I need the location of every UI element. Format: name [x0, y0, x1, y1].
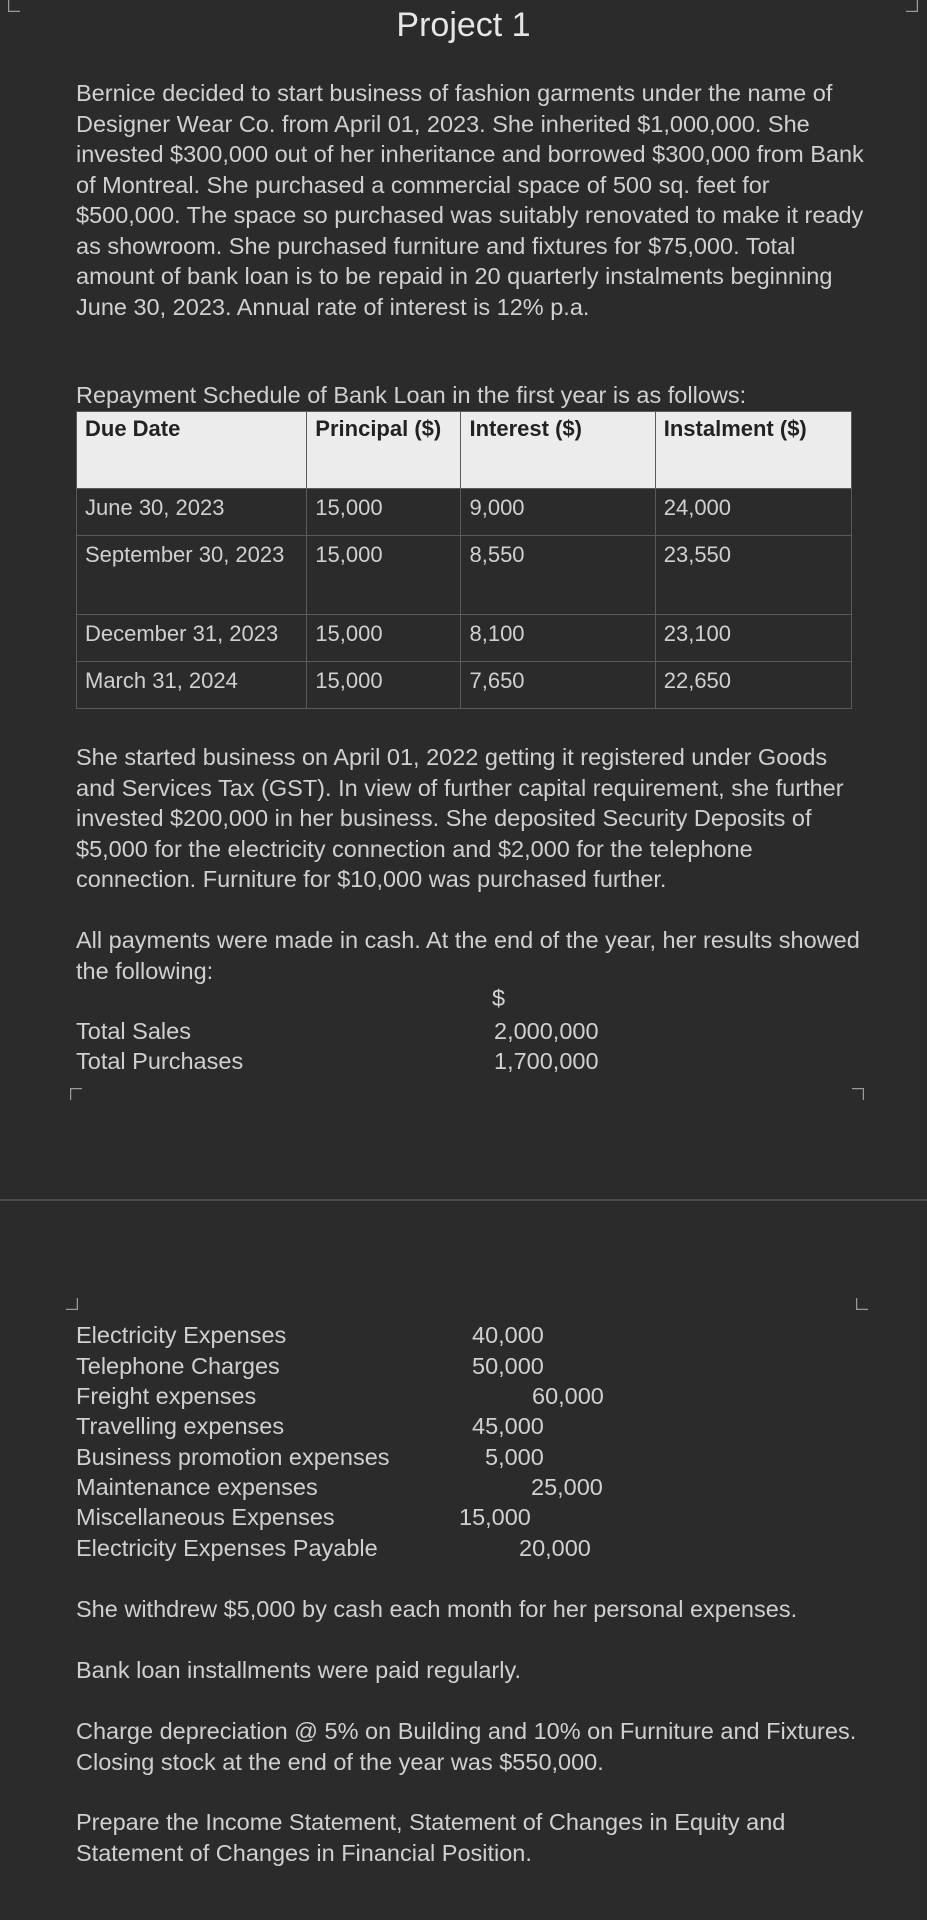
- result-label: Maintenance expenses: [76, 1474, 318, 1500]
- result-label: Total Sales: [76, 1018, 191, 1044]
- cell-due-date: December 31, 2023: [77, 615, 307, 662]
- page-corner-mark-icon: [852, 1088, 864, 1100]
- page-corner-mark-icon: [906, 0, 918, 12]
- task-paragraph: Prepare the Income Statement, Statement of Changes in Equity and Statement of Changes in Financial Position.: [76, 1809, 786, 1866]
- cell-interest: 7,650: [461, 662, 655, 709]
- page-corner-mark-icon: [66, 1298, 78, 1310]
- cell-instalment: 23,550: [655, 536, 851, 615]
- result-label: Freight expenses: [76, 1383, 257, 1409]
- result-label: Electricity Expenses: [76, 1322, 287, 1348]
- cell-interest: 9,000: [461, 489, 655, 536]
- result-value: 25,000: [531, 1474, 603, 1500]
- result-value: 40,000: [472, 1322, 544, 1348]
- result-value: 60,000: [532, 1383, 604, 1409]
- result-value: 2,000,000: [494, 1018, 599, 1044]
- page-corner-mark-icon: [70, 1088, 82, 1100]
- intro-paragraph: Bernice decided to start business of fashion garments under the name of Designer Wear Co. from April 01, 2023. She inherited $1,000,000. She invested $300,000 out of her inheritance and borrowed $300,000 from Bank of Montreal. She purchased a commercial space of 500 sq. feet for $500,000. The space so purchased was suitably renovated to make it ready as showroom. She purchased furniture and fixtures for $75,000. Total amount of bank loan is to be repaid in 20 quarterly instalments beginning June 30, 2023. Annual rate of interest is 12% p.a.: [76, 80, 864, 320]
- header-principal: Principal ($): [307, 412, 461, 489]
- schedule-caption: Repayment Schedule of Bank Loan in the first year is as follows:: [76, 382, 747, 408]
- result-value: 15,000: [459, 1504, 531, 1530]
- result-label: Electricity Expenses Payable: [76, 1535, 378, 1561]
- results-intro-paragraph: All payments were made in cash. At the end of the year, her results showed the following:: [76, 927, 860, 984]
- page-title: Project 1: [396, 6, 531, 44]
- result-value: 1,700,000: [494, 1048, 599, 1074]
- cell-interest: 8,100: [461, 615, 655, 662]
- header-instalment: Instalment ($): [655, 412, 851, 489]
- table-row: [77, 489, 852, 536]
- table-row: [77, 536, 852, 615]
- result-label: Business promotion expenses: [76, 1444, 390, 1470]
- currency-header: $: [492, 985, 506, 1011]
- header-due-date: Due Date: [77, 412, 307, 489]
- cell-interest: 8,550: [461, 536, 655, 615]
- cell-principal: 15,000: [307, 615, 461, 662]
- cell-due-date: June 30, 2023: [77, 489, 307, 536]
- cell-due-date: March 31, 2024: [77, 662, 307, 709]
- page-corner-mark-icon: [8, 0, 20, 12]
- table-row: [77, 615, 852, 662]
- result-label: Travelling expenses: [76, 1413, 285, 1439]
- cell-instalment: 23,100: [655, 615, 851, 662]
- repayment-schedule-table: [76, 411, 852, 709]
- result-value: 50,000: [472, 1353, 544, 1379]
- table-header-row: [77, 412, 852, 489]
- header-interest: Interest ($): [461, 412, 655, 489]
- business-start-paragraph: She started business on April 01, 2022 getting it registered under Goods and Services Tax (GST). In view of further capital requirement, she further invested $200,000 in her business. She deposited Security Deposits of $5,000 for the electricity connection and $2,000 for the telephone connection. Furniture for $10,000 was purchased further.: [76, 744, 844, 892]
- result-label: Miscellaneous Expenses: [76, 1504, 335, 1530]
- page-divider: [0, 1199, 927, 1201]
- result-value: 5,000: [485, 1444, 544, 1470]
- cell-principal: 15,000: [307, 662, 461, 709]
- result-label: Telephone Charges: [76, 1353, 280, 1379]
- loan-paragraph: Bank loan installments were paid regularly.: [76, 1657, 521, 1683]
- depreciation-paragraph: Charge depreciation @ 5% on Building and 10% on Furniture and Fixtures. Closing stock at the end of the year was $550,000.: [76, 1718, 857, 1775]
- cell-instalment: 24,000: [655, 489, 851, 536]
- cell-principal: 15,000: [307, 489, 461, 536]
- cell-instalment: 22,650: [655, 662, 851, 709]
- result-value: 20,000: [519, 1535, 591, 1561]
- result-label: Total Purchases: [76, 1048, 244, 1074]
- page-corner-mark-icon: [856, 1298, 868, 1310]
- table-row: [77, 662, 852, 709]
- withdrawal-paragraph: She withdrew $5,000 by cash each month for her personal expenses.: [76, 1596, 798, 1622]
- cell-due-date: September 30, 2023: [77, 536, 307, 615]
- result-value: 45,000: [472, 1413, 544, 1439]
- cell-principal: 15,000: [307, 536, 461, 615]
